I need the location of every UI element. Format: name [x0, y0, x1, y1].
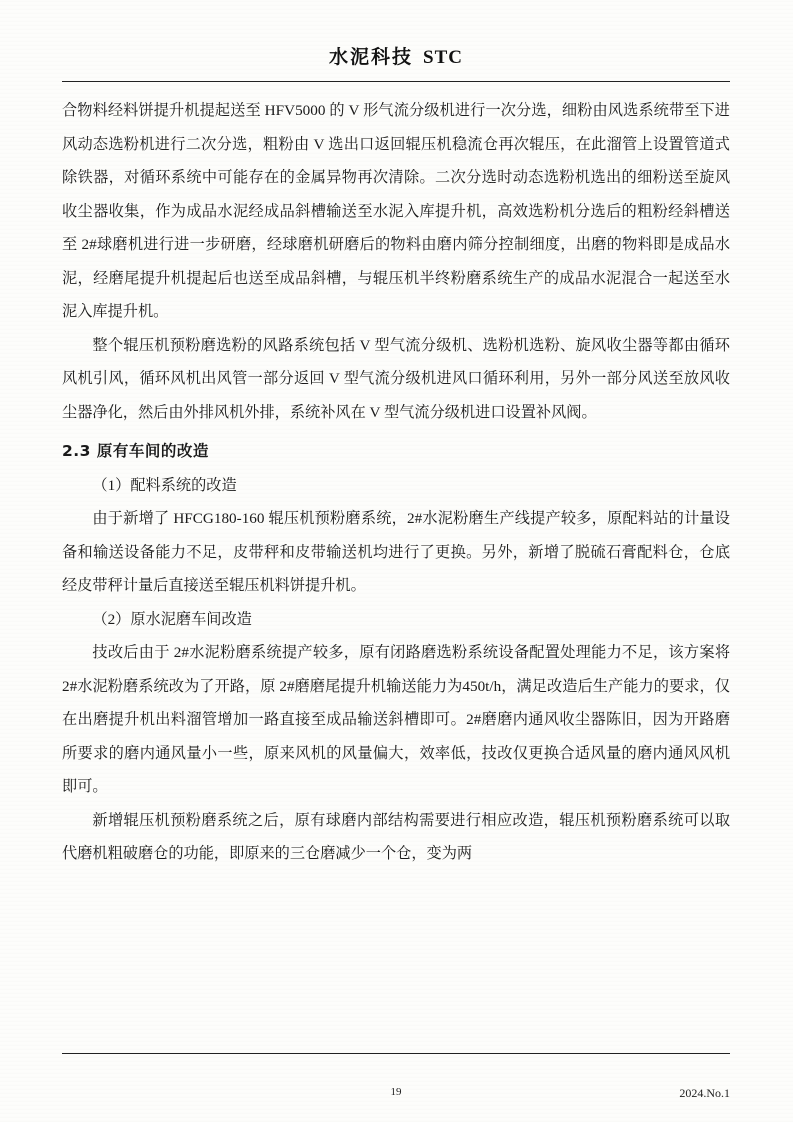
subsection-title-2: （2）原水泥磨车间改造: [92, 610, 252, 628]
page-content-area: [62, 0, 730, 1122]
paragraph-mill-workshop: 技改后由于 2#水泥粉磨系统提产较多，原有闭路磨选粉系统设备配置处理能力不足，该方案将 2#水泥粉磨系统改为了开路，原 2#磨磨尾提升机输送能力为450t/h，满足改造后生产能力的要求，仅在出磨提升机出料溜管增加一路直接至成品输送斜槽即可。2#磨磨内通风收尘器陈旧，因为开路磨所要求的磨内通风量小一些，原来风机的风量偏大，效率低，技改仅更换合适风量的磨内通风风机即可。: [62, 644, 730, 795]
paragraph-continuation: 合物料经料饼提升机提起送至 HFV5000 的 V 形气流分级机进行一次分选，细粉由风选系统带至下进风动态选粉机进行二次分选，粗粉由 V 选出口返回辊压机稳流仓再次辊压，在此溜管上设置管道式除铁器，对循环系统中可能存在的金属异物再次清除。二次分选时动态选粉机选出的细粉送至旋风收尘器收集，作为成品水泥经成品斜槽输送至水泥入库提升机，高效选粉机分选后的粗粉经斜槽送至 2#球磨机进行进一步研磨，经球磨机研磨后的物料由磨内筛分控制细度，出磨的物料即是成品水泥，经磨尾提升机提起后也送至成品斜槽，与辊压机半终粉磨系统生产的成品水泥混合一起送至水泥入库提升机。: [62, 102, 730, 320]
journal-abbreviation: STC: [423, 47, 463, 68]
paragraph-batching-system: 由于新增了 HFCG180-160 辊压机预粉磨系统，2#水泥粉磨生产线提产较多，原配料站的计量设备和输送设备能力不足，皮带秤和皮带输送机均进行了更换。另外，新增了脱硫石膏配料仓，仓底经皮带秤计量后直接送至辊压机料饼提升机。: [62, 510, 730, 594]
paragraph-air-circuit: 整个辊压机预粉磨选粉的风路系统包括 V 型气流分级机、选粉机选粉、旋风收尘器等都由循环风机引风，循环风机出风管一部分返回 V 型气流分级机进风口循环利用，另外一部分风送至放风收尘器净化，然后由外排风机外排，系统补风在 V 型气流分级机进口设置补风阀。: [62, 336, 730, 421]
subsection-title-1: （1）配料系统的改造: [92, 476, 237, 494]
page-number: 19: [390, 1086, 402, 1098]
journal-title: 水泥科技: [329, 46, 414, 68]
paragraph-ball-mill-internal: 新增辊压机预粉磨系统之后，原有球磨内部结构需要进行相应改造，辊压机预粉磨系统可以取代磨机粗破磨仓的功能，即原来的三仓磨减少一个仓，变为两: [62, 811, 730, 862]
footer-divider: [62, 1053, 730, 1054]
issue-label: 2024.No.1: [679, 1086, 730, 1100]
document-body: [62, 82, 730, 871]
section-heading-2-3: 2.3 原有车间的改造: [62, 442, 209, 460]
page-header: [62, 0, 730, 82]
